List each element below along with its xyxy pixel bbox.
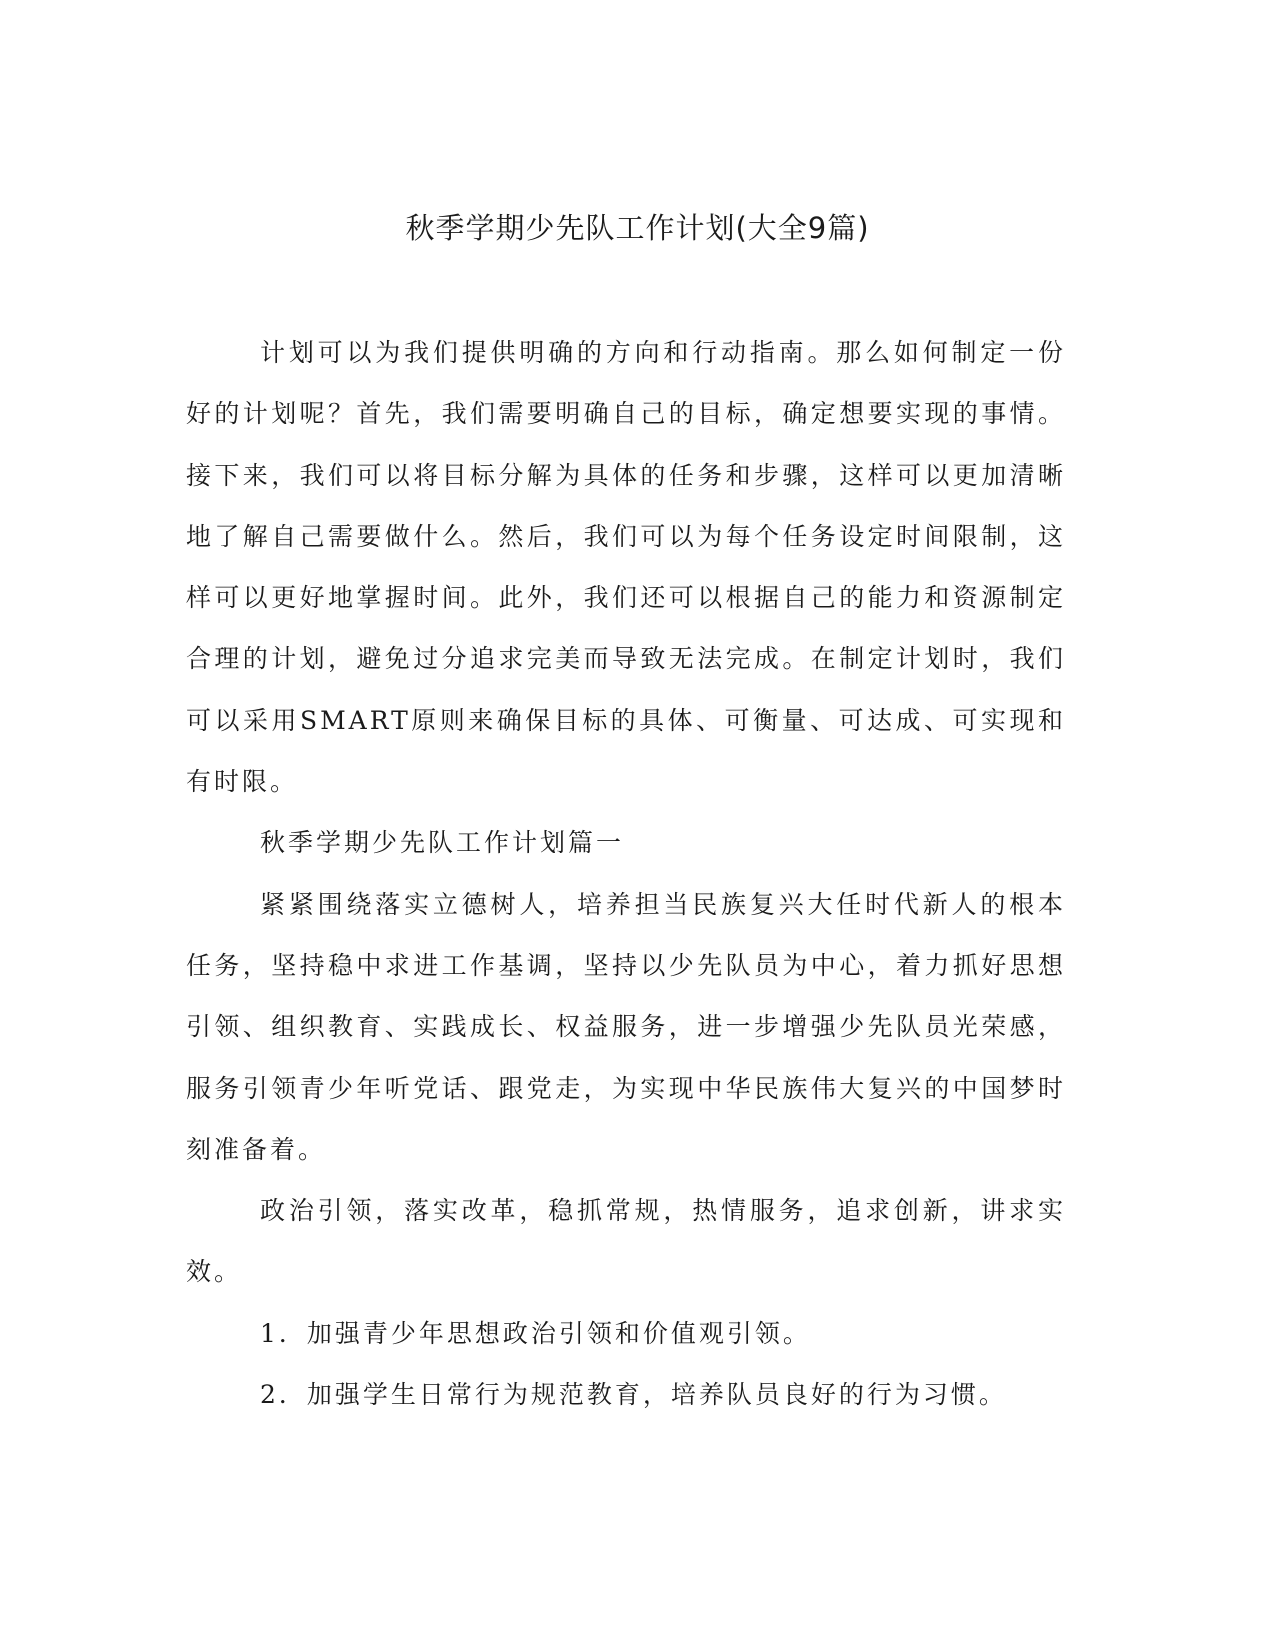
list-item: 2．加强学生日常行为规范教育，培养队员良好的行为习惯。 — [260, 1380, 1007, 1410]
paragraph-intro: 计划可以为我们提供明确的方向和行动指南。那么如何制定一份好的计划呢？首先，我们需要明确自己的目标，确定想要实现的事情。接下来，我们可以将目标分解为具体的任务和步骤，这样可以更加清晰地了解自己需要做什么。然后，我们可以为每个任务设定时间限制，这样可以更好地掌握时间。此外，我们还可以根据自己的能力和资源制定合理的计划，避免过分追求完美而导致无法完成。在制定计划时，我们可以采用SMART原则来确保目标的具体、可衡量、可达成、可实现和有时限。 — [186, 338, 1066, 797]
list-item: 1．加强青少年思想政治引领和价值观引领。 — [260, 1318, 811, 1348]
paragraph-goal: 紧紧围绕落实立德树人，培养担当民族复兴大任时代新人的根本任务，坚持稳中求进工作基调，坚持以少先队员为中心，着力抓好思想引领、组织教育、实践成长、权益服务，进一步增强少先队员光荣感，服务引领青少年听党话、跟党走，为实现中华民族伟大复兴的中国梦时刻准备着。 — [186, 889, 1066, 1164]
document-title: 秋季学期少先队工作计划(大全9篇) — [405, 211, 870, 245]
document-body — [186, 322, 1066, 1425]
paragraph-principles: 政治引领，落实改革，稳抓常规，热情服务，追求创新，讲求实效。 — [186, 1196, 1066, 1287]
section-heading: 秋季学期少先队工作计划篇一 — [260, 828, 625, 858]
